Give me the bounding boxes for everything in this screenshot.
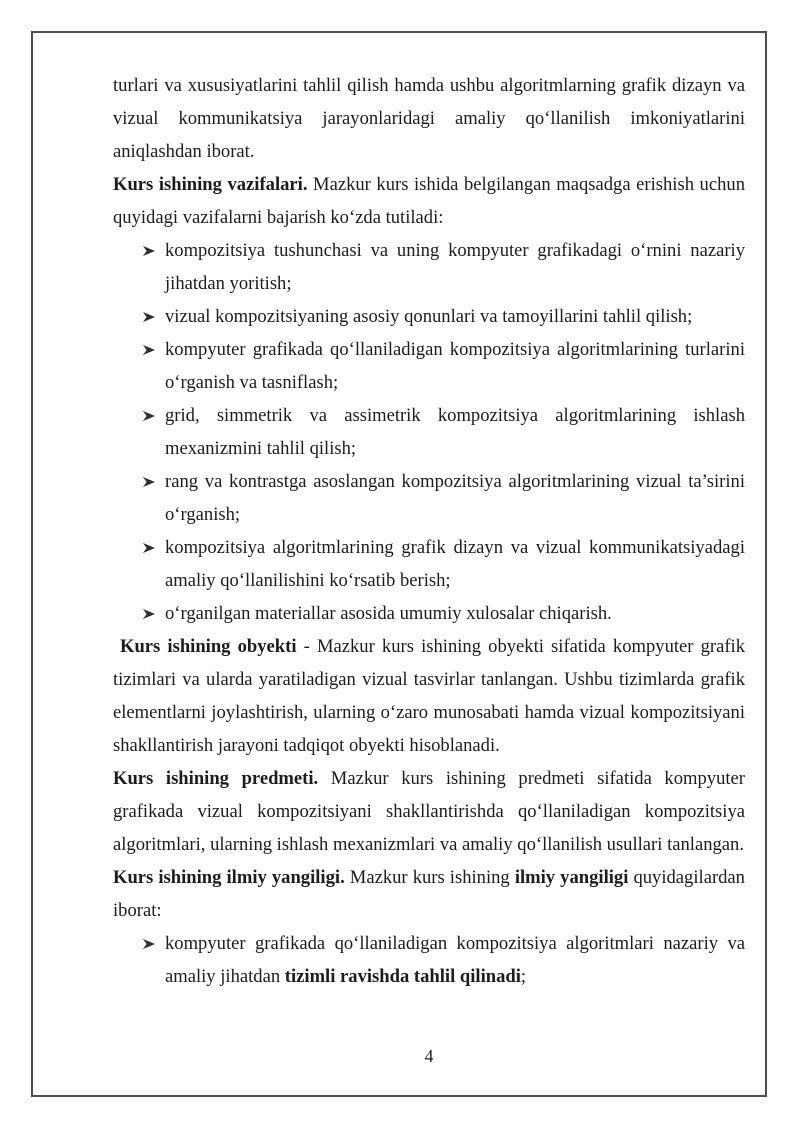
bullet-arrow-icon: [143, 609, 155, 619]
bullet-arrow-icon: [143, 939, 155, 949]
paragraph: [113, 630, 745, 762]
list-item: [113, 531, 745, 597]
text-run: kompyuter grafikada qo‘llaniladigan kompozitsiya algoritmlari nazariy va amaliy jihatdan: [165, 933, 745, 987]
bold-text-run: Kurs ishining ilmiy yangiligi.: [113, 867, 345, 888]
bold-text-run: ilmiy yangiligi: [514, 867, 629, 888]
list-item: [113, 597, 745, 630]
list-item: [113, 465, 745, 531]
list-item: [113, 333, 745, 399]
bullet-arrow-icon: [143, 411, 155, 421]
text-run: kompozitsiya tushunchasi va uning kompyuter grafikadagi o‘rnini nazariy jihatdan yoritish;: [165, 240, 745, 294]
list-item: [113, 399, 745, 465]
page-number: 4: [424, 1046, 434, 1066]
text-run: kompyuter grafikada qo‘llaniladigan kompozitsiya algoritmlarining turlarini o‘rganish va tasniflash;: [165, 339, 745, 393]
text-run: Mazkur kurs ishining predmeti sifatida kompyuter grafikada vizual kompozitsiyani shakllantirishda qo‘llaniladigan kompozitsiya algoritmlari, ularning ishlash mexanizmlari va amaliy qo‘llanilish usullari tanlangan.: [113, 768, 745, 855]
text-run: turlari va xususiyatlarini tahlil qilish hamda ushbu algoritmlarning grafik dizayn va vizual kommunikatsiya jarayonlaridagi amaliy qo‘llanilish imkoniyatlarini aniqlashdan iborat.: [113, 75, 745, 162]
text-run: kompozitsiya algoritmlarining grafik dizayn va vizual kommunikatsiyadagi amaliy qo‘llanilishini ko‘rsatib berish;: [165, 537, 745, 591]
text-run: grid, simmetrik va assimetrik kompozitsiya algoritmlarining ishlash mexanizmini tahlil qilish;: [165, 405, 745, 459]
paragraph: [113, 861, 745, 927]
paragraph: [113, 168, 745, 234]
bold-text-run: Kurs ishining predmeti.: [113, 768, 319, 789]
paragraph: [113, 762, 745, 861]
text-run: o‘rganilgan materiallar asosida umumiy xulosalar chiqarish.: [165, 603, 612, 624]
bullet-arrow-icon: [143, 246, 155, 256]
bullet-arrow-icon: [143, 543, 155, 553]
bullet-arrow-icon: [143, 477, 155, 487]
paragraph: [113, 69, 745, 168]
list-item: [113, 300, 745, 333]
text-run: - Mazkur kurs ishining obyekti sifatida kompyuter grafik tizimlari va ularda yaratiladigan vizual tasvirlar tanlangan. Ushbu tizimlarda grafik elementlarni joylashtirish, ularning o‘zaro munosabati hamda vizual kompozitsiyani shakllantirish jarayoni tadqiqot obyekti hisoblanadi.: [113, 636, 746, 756]
text-run: rang va kontrastga asoslangan kompozitsiya algoritmlarining vizual ta’sirini o‘rganish;: [165, 471, 745, 525]
list-item: [113, 927, 745, 993]
document-body: [113, 69, 745, 993]
bullet-arrow-icon: [143, 345, 155, 355]
text-run: quyidagilardan iborat:: [113, 867, 745, 921]
bold-text-run: Kurs ishining vazifalari.: [113, 174, 308, 195]
text-run: ;: [520, 966, 527, 987]
list-item: [113, 234, 745, 300]
text-run: vizual kompozitsiyaning asosiy qonunlari va tamoyillarini tahlil qilish;: [165, 306, 693, 327]
text-run: Mazkur kurs ishining: [344, 867, 515, 888]
bold-text-run: Kurs ishining obyekti: [120, 636, 297, 657]
bullet-arrow-icon: [143, 312, 155, 322]
text-run: Mazkur kurs ishida belgilangan maqsadga erishish uchun quyidagi vazifalarni bajarish ko‘zda tutiladi:: [113, 174, 745, 228]
bold-text-run: tizimli ravishda tahlil qilinadi: [284, 966, 521, 987]
